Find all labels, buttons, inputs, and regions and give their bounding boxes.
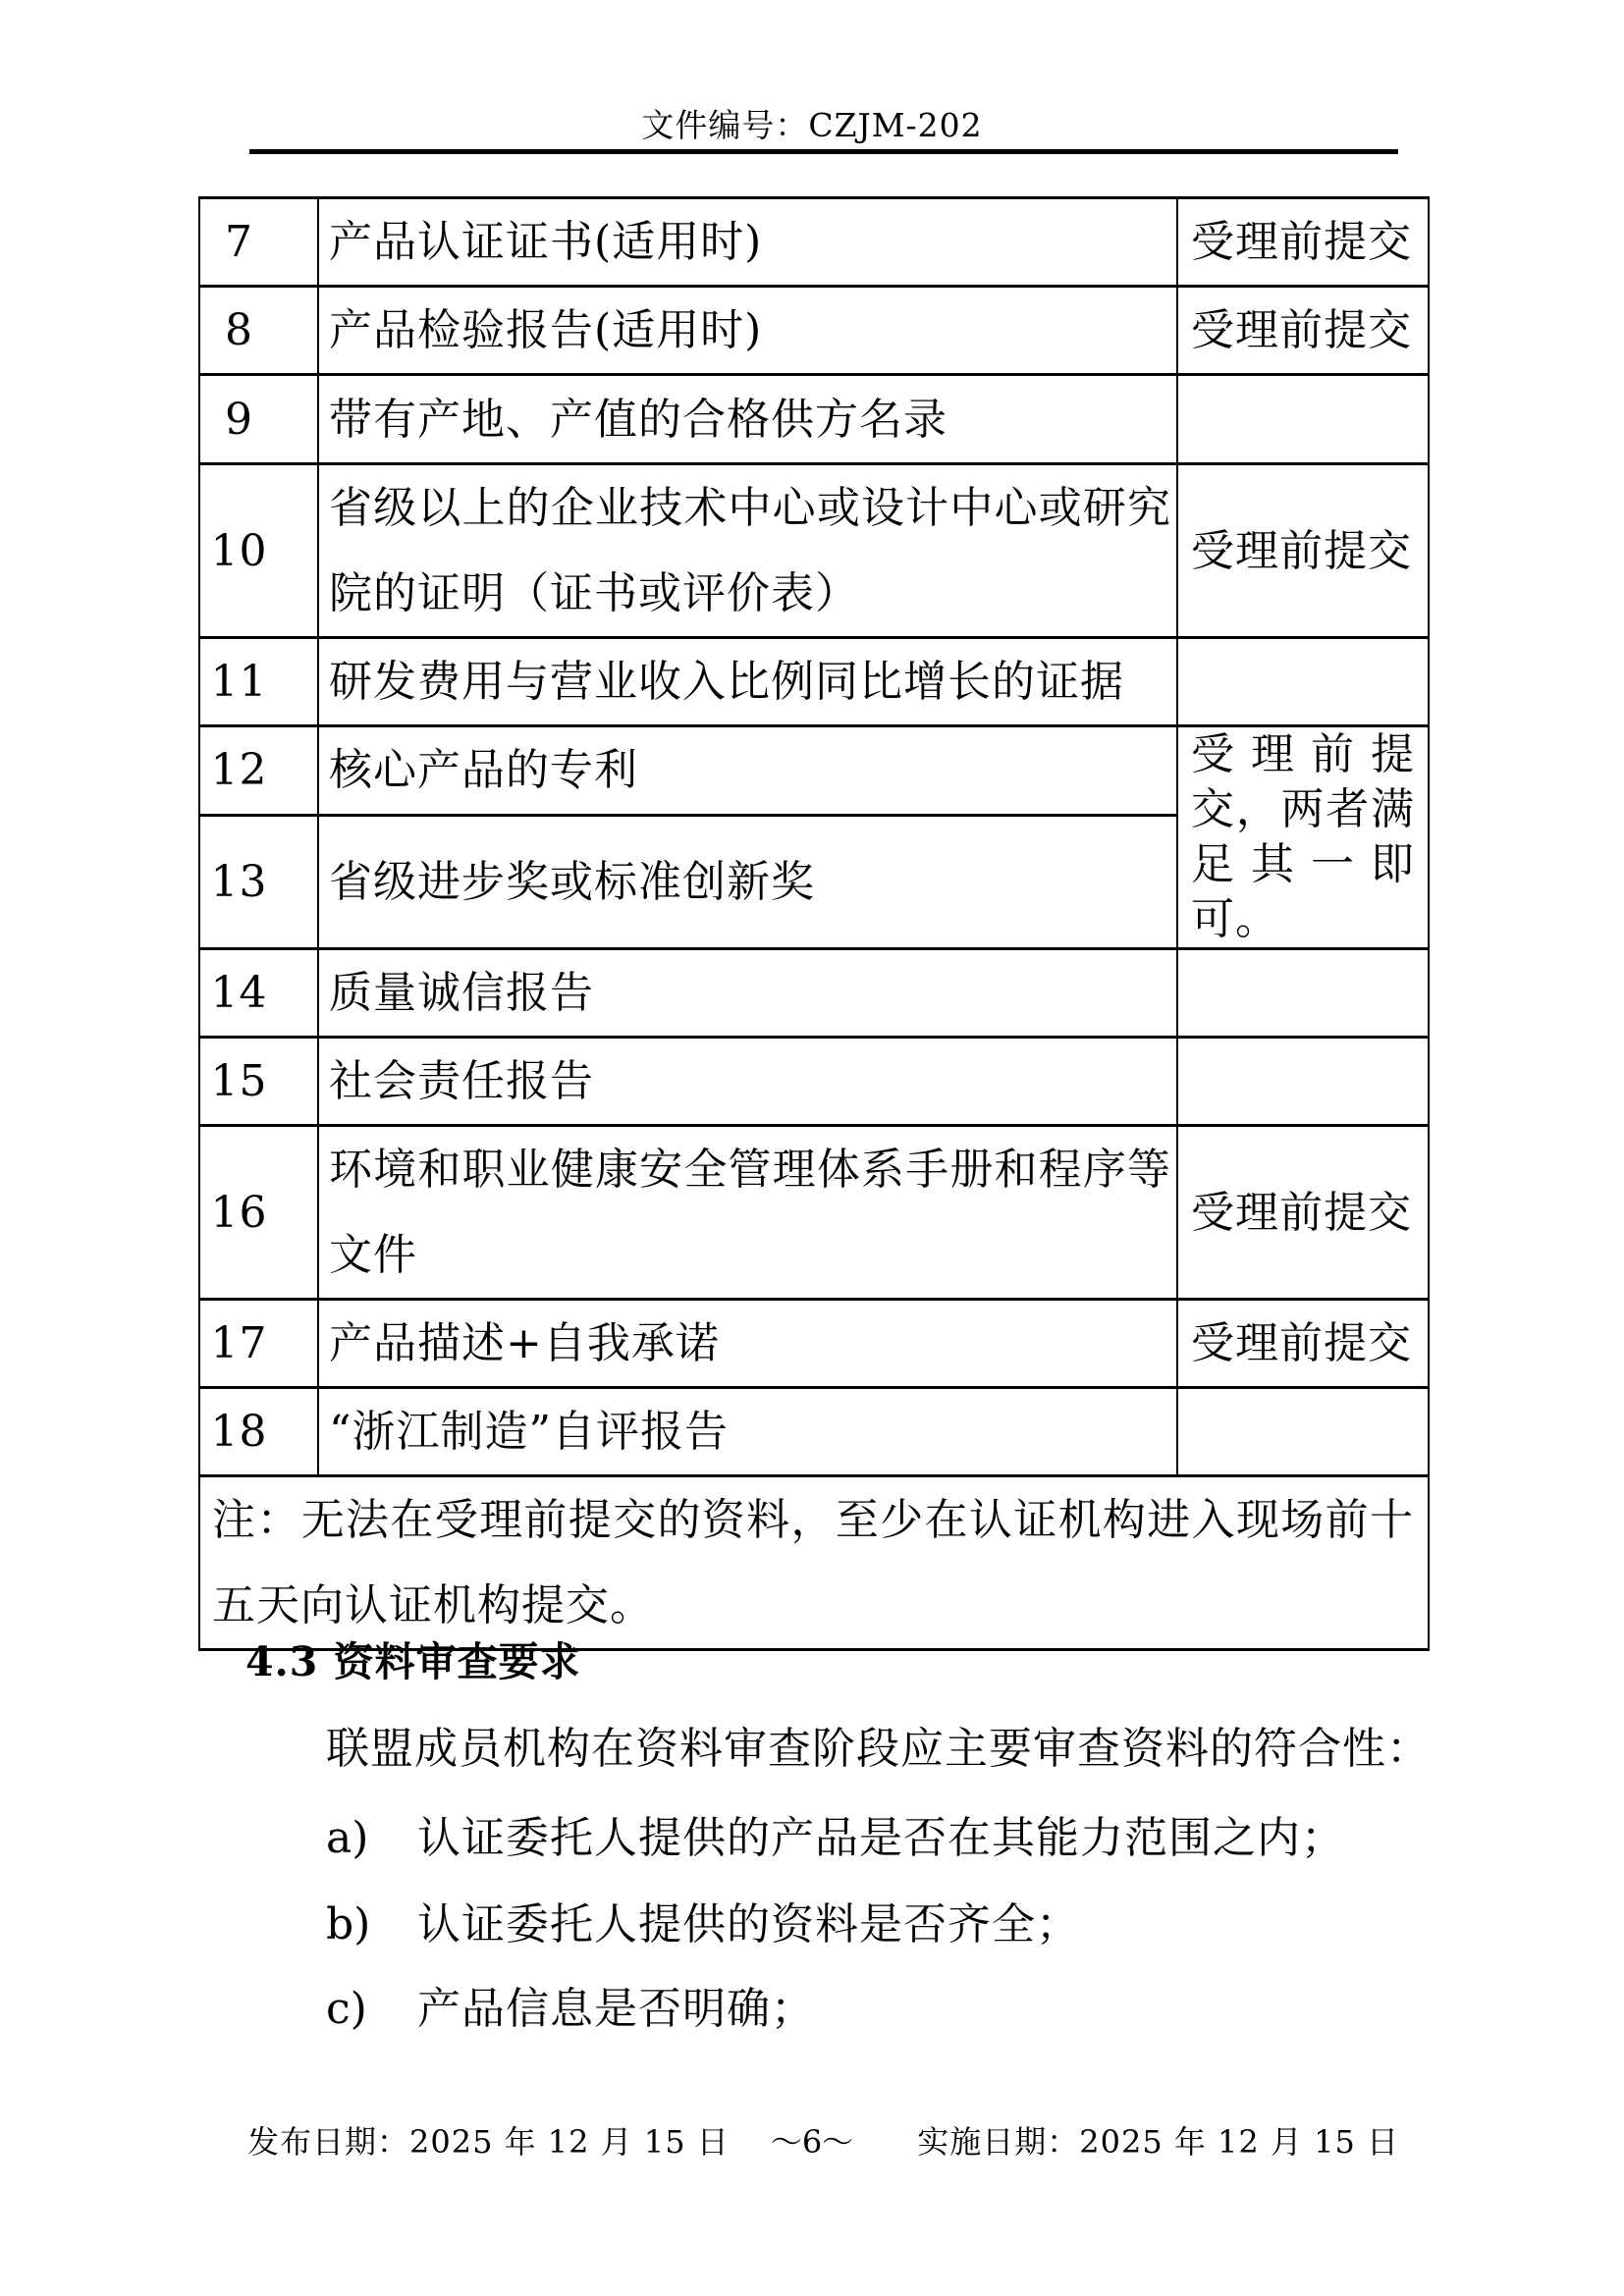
row-number-cell: 16 xyxy=(199,1126,318,1300)
page-number: ～6～ xyxy=(770,2123,854,2161)
row-number-cell: 13 xyxy=(199,815,318,948)
list-item-c xyxy=(326,1966,815,2052)
table-row xyxy=(199,1126,1429,1300)
item-cell: 环境和职业健康安全管理体系手册和程序等文件 xyxy=(318,1126,1177,1300)
list-text: 认证委托人提供的资料是否齐全； xyxy=(417,1899,1080,1949)
footer-release-date: 发布日期：2025 年 12 月 15 日 xyxy=(247,2123,730,2161)
note-cell xyxy=(1177,1388,1429,1476)
table-row xyxy=(199,726,1429,816)
row-number-cell: 15 xyxy=(199,1038,318,1126)
note-cell xyxy=(1177,949,1429,1038)
item-cell: 产品描述+自我承诺 xyxy=(318,1300,1177,1388)
footer-impl-date: 实施日期：2025 年 12 月 15 日 xyxy=(917,2123,1399,2161)
item-cell: 社会责任报告 xyxy=(318,1038,1177,1126)
table-row xyxy=(199,638,1429,726)
item-cell: 产品检验报告(适用时) xyxy=(318,287,1177,375)
table-row xyxy=(199,1388,1429,1476)
table-row xyxy=(199,464,1429,638)
table-row xyxy=(199,287,1429,375)
table-row xyxy=(199,1300,1429,1388)
list-item-b xyxy=(326,1882,1080,1967)
list-text: 产品信息是否明确； xyxy=(417,1984,815,2034)
table-footnote-row xyxy=(199,1476,1429,1650)
note-cell: 受理前提交 xyxy=(1177,287,1429,375)
item-cell: 质量诚信报告 xyxy=(318,949,1177,1038)
note-cell: 受理前提交，两者满足其一即可。 xyxy=(1177,726,1429,949)
item-cell: 带有产地、产值的合格供方名录 xyxy=(318,375,1177,464)
section-heading: 4.3 资料审查要求 xyxy=(245,1638,581,1685)
note-cell xyxy=(1177,638,1429,726)
note-cell: 受理前提交 xyxy=(1177,464,1429,638)
list-marker: c) xyxy=(326,1984,367,2034)
item-cell: 研发费用与营业收入比例同比增长的证据 xyxy=(318,638,1177,726)
row-number-cell: 8 xyxy=(199,287,318,375)
table-row xyxy=(199,1038,1429,1126)
table-row xyxy=(199,949,1429,1038)
row-number-cell: 14 xyxy=(199,949,318,1038)
item-cell: “浙江制造”自评报告 xyxy=(318,1388,1177,1476)
row-number-cell: 12 xyxy=(199,726,318,816)
list-marker: a) xyxy=(326,1813,369,1863)
item-cell: 省级进步奖或标准创新奖 xyxy=(318,815,1177,948)
doc-number: 文件编号：CZJM-202 xyxy=(641,106,983,144)
note-cell: 受理前提交 xyxy=(1177,1126,1429,1300)
row-number-cell: 17 xyxy=(199,1300,318,1388)
note-cell xyxy=(1177,1038,1429,1126)
item-cell: 产品认证证书(适用时) xyxy=(318,198,1177,287)
row-number-cell: 9 xyxy=(199,375,318,464)
table-footnote: 注：无法在受理前提交的资料，至少在认证机构进入现场前十五天向认证机构提交。 xyxy=(199,1476,1429,1650)
list-marker: b) xyxy=(326,1899,371,1949)
note-cell: 受理前提交 xyxy=(1177,198,1429,287)
list-text: 认证委托人提供的产品是否在其能力范围之内； xyxy=(417,1813,1345,1863)
row-number-cell: 11 xyxy=(199,638,318,726)
note-cell: 受理前提交 xyxy=(1177,1300,1429,1388)
item-cell: 核心产品的专利 xyxy=(318,726,1177,816)
documents-table xyxy=(198,196,1430,1651)
table-row xyxy=(199,375,1429,464)
header-rule xyxy=(249,149,1398,154)
table-row xyxy=(199,198,1429,287)
row-number-cell: 7 xyxy=(199,198,318,287)
item-cell: 省级以上的企业技术中心或设计中心或研究院的证明（证书或评价表） xyxy=(318,464,1177,638)
list-item-a xyxy=(326,1795,1345,1881)
row-number-cell: 10 xyxy=(199,464,318,638)
row-number-cell: 18 xyxy=(199,1388,318,1476)
body-paragraph: 联盟成员机构在资料审查阶段应主要审查资料的符合性： xyxy=(326,1724,1431,1774)
note-cell xyxy=(1177,375,1429,464)
